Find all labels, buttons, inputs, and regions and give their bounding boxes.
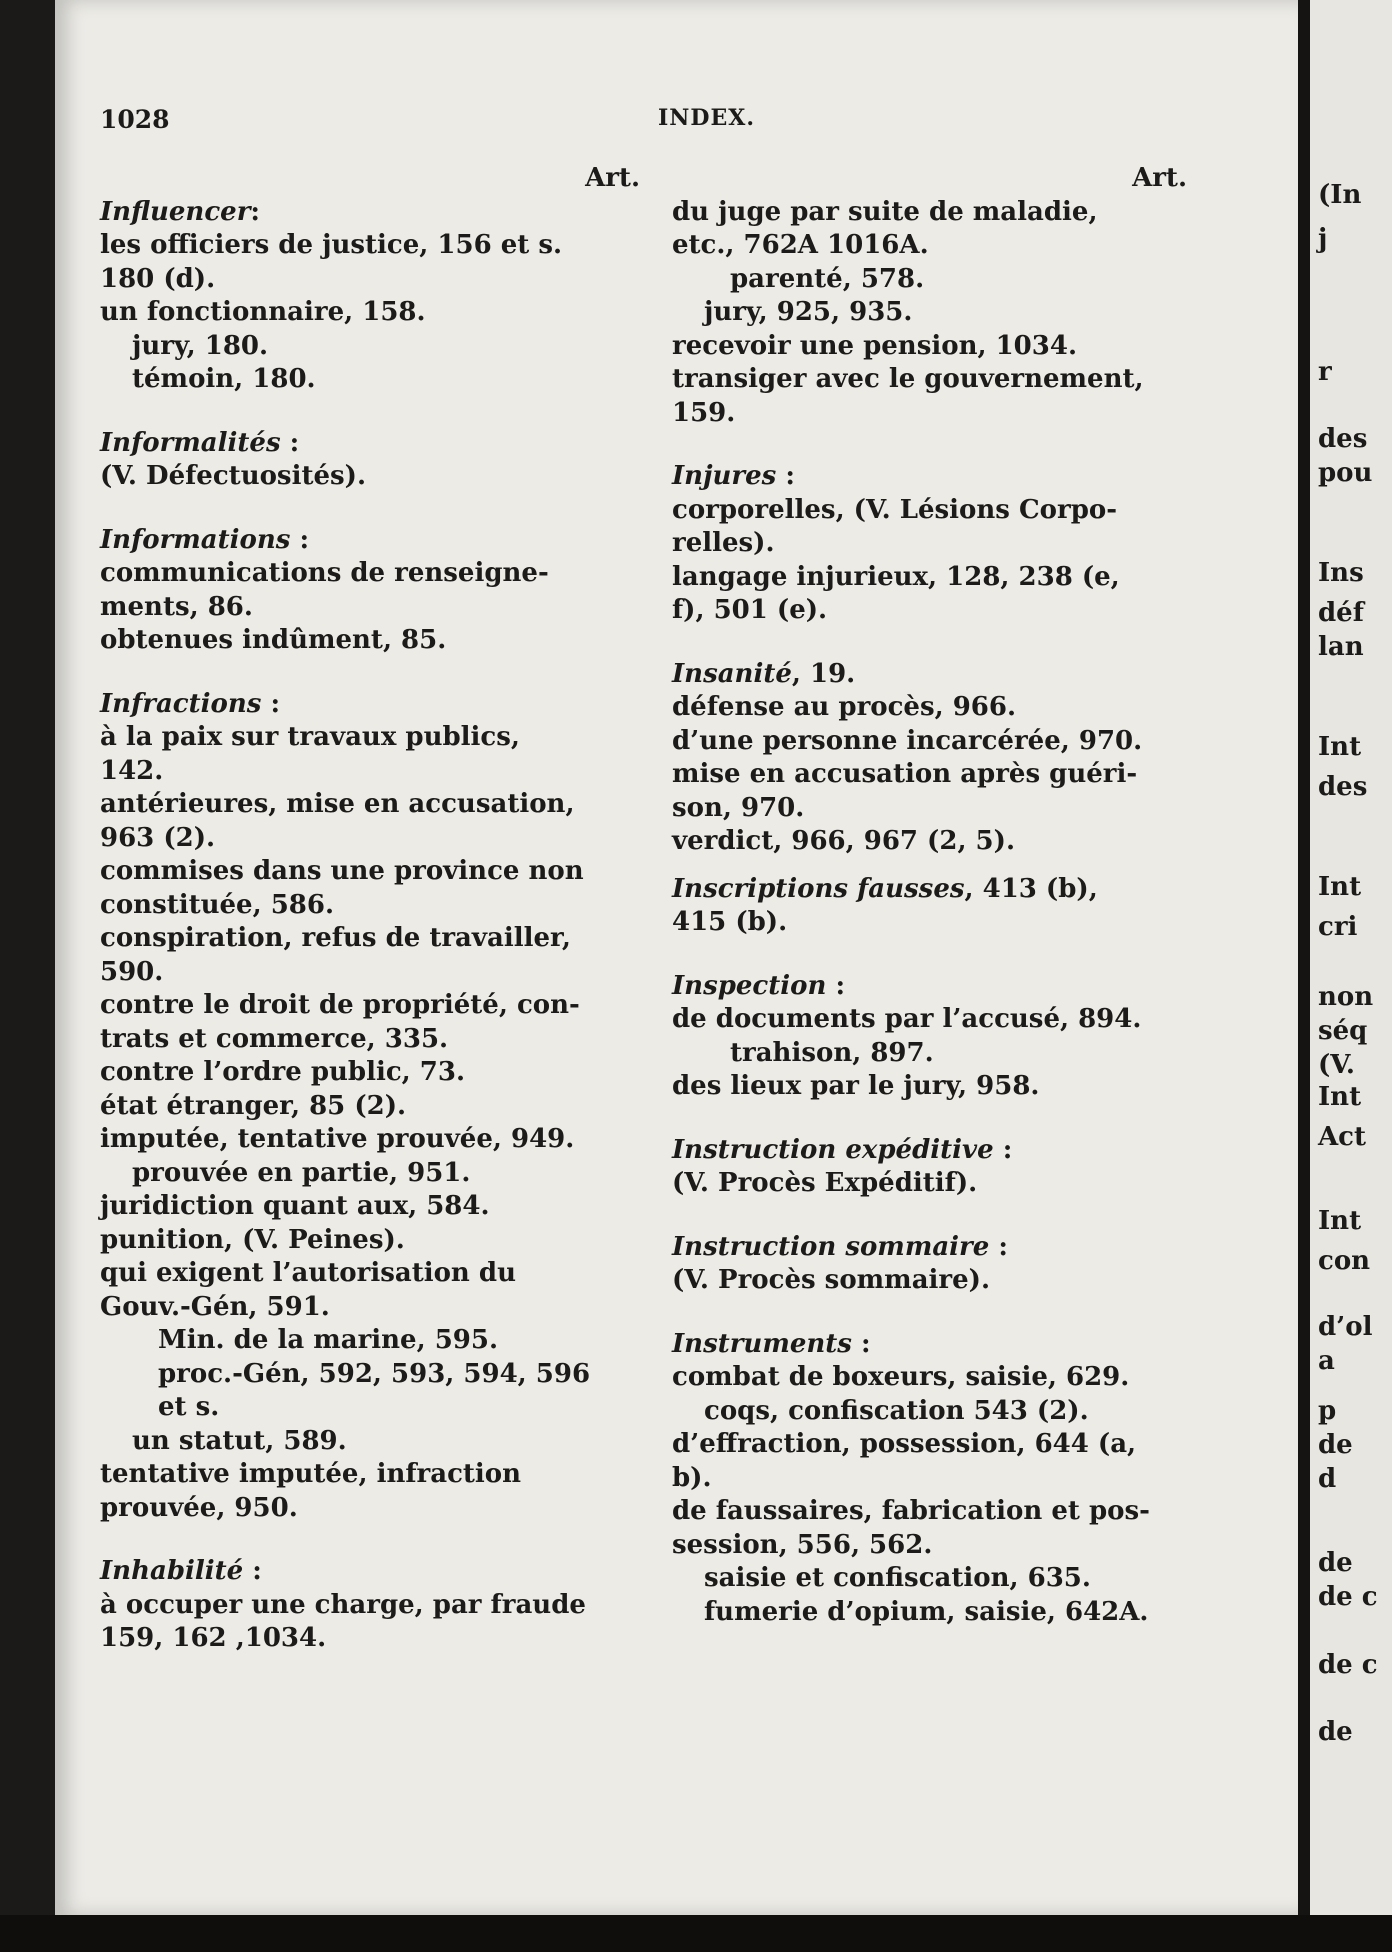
term-label: Informations xyxy=(100,524,291,555)
entry-continuation: 590. xyxy=(100,956,164,987)
index-entry xyxy=(100,788,640,855)
entry-continuation: Gouv.-Gén, 591. xyxy=(100,1291,330,1322)
term-label: Inhabilité xyxy=(100,1556,244,1586)
next-page-fragment: de xyxy=(1318,1430,1353,1460)
entry-continuation: 142. xyxy=(100,755,164,786)
entry-continuation: etc., 762A 1016A. xyxy=(672,230,929,260)
entry-text: d’une personne incarcérée, 970. xyxy=(672,725,1143,756)
index-entry xyxy=(672,691,1187,725)
next-page-fragment: pou xyxy=(1318,458,1373,488)
index-entry xyxy=(100,1425,640,1459)
entry-text: imputée, tentative prouvée, 949. xyxy=(100,1124,575,1154)
next-page-fragment: séq xyxy=(1318,1016,1368,1046)
term-suffix: : xyxy=(261,688,281,719)
term-label: Insanité xyxy=(672,658,792,689)
term-label: Instruments xyxy=(672,1328,852,1359)
entry-continuation: prouvée, 950. xyxy=(100,1492,298,1523)
page-title: INDEX. xyxy=(658,105,755,131)
index-entry xyxy=(100,460,640,494)
entry-text: conspiration, refus de travailler, xyxy=(100,923,571,953)
term-label: Influencer xyxy=(100,196,251,227)
entry-text: trahison, 897. xyxy=(730,1037,934,1068)
next-page-fragment: de xyxy=(1318,1548,1353,1578)
index-entry xyxy=(100,1257,640,1324)
art-label: Art. xyxy=(1132,163,1187,193)
index-term xyxy=(672,460,1187,494)
entry-continuation: 180 (d). xyxy=(100,263,216,294)
index-term xyxy=(100,524,640,558)
entry-continuation: b). xyxy=(672,1462,712,1493)
term-suffix: : xyxy=(826,970,846,1001)
term-suffix: : xyxy=(851,1328,871,1359)
next-page-fragment: des xyxy=(1318,424,1368,454)
index-entry xyxy=(100,1458,640,1525)
next-page-fragment: Act xyxy=(1318,1122,1367,1152)
index-entry xyxy=(672,561,1187,628)
left-column xyxy=(100,162,640,1656)
term-suffix: : xyxy=(243,1556,262,1586)
index-entry xyxy=(100,922,640,989)
next-page-fragment: r xyxy=(1318,357,1332,387)
index-entry xyxy=(672,1428,1187,1495)
index-entry xyxy=(672,330,1187,364)
index-entry xyxy=(672,1037,1187,1071)
index-entry xyxy=(100,1123,640,1157)
next-page-fragment: de c xyxy=(1318,1582,1378,1612)
next-page-fragment: d xyxy=(1318,1464,1337,1494)
index-entry xyxy=(672,758,1187,825)
entry-continuation: 159, 162 ,1034. xyxy=(100,1623,327,1653)
entry-text: commises dans une province non xyxy=(100,856,584,886)
index-entry xyxy=(100,721,640,788)
index-entry xyxy=(100,557,640,624)
left-entries xyxy=(100,196,640,1656)
entry-text: de documents par l’accusé, 894. xyxy=(672,1004,1142,1034)
term-suffix: : xyxy=(776,461,795,491)
entry-text: prouvée en partie, 951. xyxy=(132,1157,471,1188)
index-entry xyxy=(672,1264,1187,1298)
index-term xyxy=(672,970,1187,1004)
entry-continuation: relles). xyxy=(672,528,775,558)
entry-text: Min. de la marine, 595. xyxy=(158,1325,499,1355)
entry-text: antérieures, mise en accusation, xyxy=(100,789,575,819)
entry-text: coqs, confiscation 543 (2). xyxy=(704,1395,1089,1426)
entry-text: verdict, 966, 967 (2, 5). xyxy=(672,826,1015,856)
entry-text: fumerie d’opium, saisie, 642A. xyxy=(704,1596,1149,1627)
entry-continuation: f), 501 (e). xyxy=(672,595,828,625)
next-page-fragment: (V. xyxy=(1318,1050,1355,1080)
entry-text: tentative imputée, infraction xyxy=(100,1459,522,1489)
next-page-fragment: de xyxy=(1318,1717,1353,1747)
index-term xyxy=(672,1231,1187,1265)
right-entries xyxy=(672,196,1187,1630)
right-column xyxy=(672,162,1187,1629)
term-label: Informalités xyxy=(100,427,281,458)
next-page-fragment: non xyxy=(1318,982,1374,1012)
index-entry xyxy=(672,1003,1187,1037)
entry-continuation: 159. xyxy=(672,397,736,428)
entry-text: un fonctionnaire, 158. xyxy=(100,297,426,327)
entry-text: communications de renseigne- xyxy=(100,558,549,588)
next-page-fragment: lan xyxy=(1318,632,1364,662)
index-entry xyxy=(100,855,640,922)
index-entry xyxy=(672,725,1187,759)
term-suffix: : xyxy=(250,196,260,227)
entry-continuation: 963 (2). xyxy=(100,822,216,853)
entry-continuation: constituée, 586. xyxy=(100,889,335,920)
index-term xyxy=(672,658,1187,692)
entry-text: punition, (V. Peines). xyxy=(100,1224,405,1255)
entry-text: recevoir une pension, 1034. xyxy=(672,330,1077,361)
entry-text: parenté, 578. xyxy=(730,263,925,294)
index-entry xyxy=(672,296,1187,330)
index-term xyxy=(100,196,640,230)
term-label: Instruction expéditive xyxy=(672,1134,994,1165)
art-label: Art. xyxy=(585,163,640,193)
entry-text: un statut, 589. xyxy=(132,1425,347,1456)
entry-text: corporelles, (V. Lésions Corpo- xyxy=(672,494,1118,525)
entry-text: témoin, 180. xyxy=(132,364,316,394)
entry-text: obtenues indûment, 85. xyxy=(100,625,447,655)
next-page-fragment: des xyxy=(1318,772,1368,802)
term-suffix: , 19. xyxy=(791,658,856,689)
entry-continuation: ments, 86. xyxy=(100,591,253,622)
entry-text: (V. Procès sommaire). xyxy=(672,1265,991,1295)
term-suffix: : xyxy=(989,1231,1008,1262)
entry-text: jury, 925, 935. xyxy=(704,297,913,327)
index-term xyxy=(672,1134,1187,1168)
term-suffix: , 413 (b), xyxy=(964,873,1098,904)
next-page-fragment: p xyxy=(1318,1396,1337,1426)
entry-text: combat de boxeurs, saisie, 629. xyxy=(672,1362,1130,1392)
next-page-fragment: Int xyxy=(1318,1082,1362,1112)
index-entry xyxy=(672,1361,1187,1395)
entry-text: (V. Procès Expéditif). xyxy=(672,1168,978,1198)
entry-text: mise en accusation après guéri- xyxy=(672,759,1138,789)
index-entry xyxy=(100,363,640,397)
index-term xyxy=(100,688,640,722)
index-entry xyxy=(100,1056,640,1090)
next-page-strip xyxy=(1310,0,1392,1915)
index-entry xyxy=(100,1324,640,1358)
scan-bottom-edge xyxy=(0,1915,1392,1952)
entry-continuation: et s. xyxy=(158,1392,220,1422)
entry-text: saisie et confiscation, 635. xyxy=(704,1563,1091,1593)
next-page-fragment: d’ol xyxy=(1318,1312,1373,1342)
entry-text: du juge par suite de maladie, xyxy=(672,196,1098,227)
index-entry xyxy=(100,624,640,658)
entry-text: d’effraction, possession, 644 (a, xyxy=(672,1429,1137,1459)
term-suffix: : xyxy=(993,1134,1013,1165)
entry-text: qui exigent l’autorisation du xyxy=(100,1258,516,1288)
index-entry xyxy=(672,196,1187,263)
entry-text: jury, 180. xyxy=(132,330,269,361)
index-entry xyxy=(672,1596,1187,1630)
next-page-fragment: j xyxy=(1318,224,1328,254)
index-entry xyxy=(672,825,1187,859)
index-entry xyxy=(672,1070,1187,1104)
index-entry xyxy=(100,1589,640,1656)
entry-text: transiger avec le gouvernement, xyxy=(672,364,1144,394)
index-term xyxy=(100,427,640,461)
entry-text: des lieux par le jury, 958. xyxy=(672,1071,1040,1101)
next-page-fragment: déf xyxy=(1318,598,1364,628)
term-label: Injures xyxy=(672,461,777,491)
index-entry xyxy=(672,1495,1187,1562)
index-entry xyxy=(100,229,640,296)
entry-text: proc.-Gén, 592, 593, 594, 596 xyxy=(158,1358,591,1389)
entry-text: état étranger, 85 (2). xyxy=(100,1090,407,1121)
index-entry xyxy=(672,1562,1187,1596)
term-suffix: : xyxy=(290,524,310,555)
index-term xyxy=(672,1328,1187,1362)
next-page-fragment: Ins xyxy=(1318,558,1364,588)
entry-continuation: son, 970. xyxy=(672,792,805,823)
entry-text: à la paix sur travaux publics, xyxy=(100,722,520,752)
index-entry xyxy=(100,1090,640,1124)
index-entry xyxy=(672,494,1187,561)
term-label: Inspection xyxy=(672,970,827,1001)
term-suffix: : xyxy=(280,427,300,458)
next-page-fragment: de c xyxy=(1318,1650,1378,1680)
index-entry xyxy=(672,1395,1187,1429)
next-page-fragment: Int xyxy=(1318,1206,1362,1236)
term-label: Instruction sommaire xyxy=(672,1231,990,1262)
index-entry xyxy=(672,363,1187,430)
term-label: Infractions xyxy=(100,688,262,719)
index-entry xyxy=(100,1358,640,1425)
index-entry xyxy=(100,989,640,1056)
next-page-fragment: Int xyxy=(1318,732,1362,762)
index-entry xyxy=(100,1190,640,1224)
entry-text: contre le droit de propriété, con- xyxy=(100,990,580,1020)
entry-text: défense au procès, 966. xyxy=(672,692,1017,722)
index-term xyxy=(672,873,1187,940)
entry-text: à occuper une charge, par fraude xyxy=(100,1589,586,1620)
entry-continuation: session, 556, 562. xyxy=(672,1529,933,1560)
next-page-fragment: cri xyxy=(1318,912,1358,942)
entry-continuation: trats et commerce, 335. xyxy=(100,1023,449,1054)
term-label: Inscriptions fausses xyxy=(672,873,965,904)
entry-text: contre l’ordre public, 73. xyxy=(100,1057,466,1087)
next-page-fragment: Int xyxy=(1318,872,1362,902)
entry-text: (V. Défectuosités). xyxy=(100,461,366,491)
next-page-fragment: a xyxy=(1318,1346,1335,1376)
next-page-fragment: (In xyxy=(1318,180,1362,210)
entry-continuation: 415 (b). xyxy=(672,907,788,937)
index-entry xyxy=(100,1157,640,1191)
page-number: 1028 xyxy=(100,105,170,134)
index-entry xyxy=(672,263,1187,297)
entry-text: de faussaires, fabrication et pos- xyxy=(672,1496,1150,1526)
index-term xyxy=(100,1555,640,1589)
entry-text: langage injurieux, 128, 238 (e, xyxy=(672,561,1120,592)
entry-text: les officiers de justice, 156 et s. xyxy=(100,230,563,260)
index-entry xyxy=(100,330,640,364)
next-page-fragment: con xyxy=(1318,1246,1371,1276)
index-entry xyxy=(100,296,640,330)
index-entry xyxy=(100,1224,640,1258)
entry-text: juridiction quant aux, 584. xyxy=(100,1191,490,1221)
index-entry xyxy=(672,1167,1187,1201)
